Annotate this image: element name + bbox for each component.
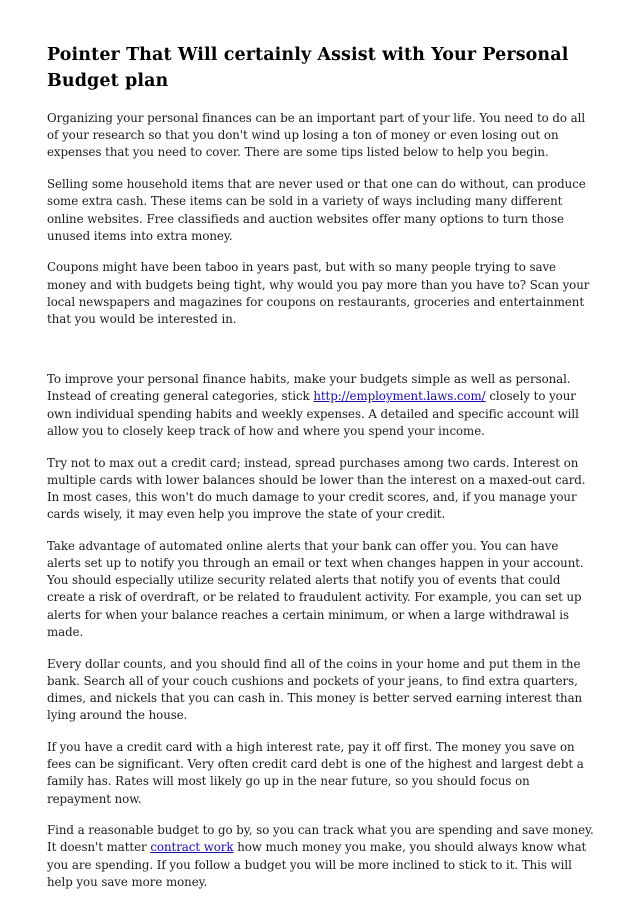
paragraph-alerts: Take advantage of automated online alerts that your bank can offer you. You can have alerts set up to notify you through an email or text when changes happen in your account. You should especially utilize security related alerts that notify you of events that could create a risk of overdraft, or be related to fraudulent activity. For example, you can set up alerts for when your balance reaches a certain minimum, or when a large withdrawal is made. [47, 538, 584, 639]
paragraph-coins: Every dollar counts, and you should find all of the coins in your home and put them in the bank. Search all of your couch cushions and pockets of your jeans, to find extra quarters, dimes, and nickels that you can cash in. This money is better served earning interest than lying around the house. [47, 656, 583, 723]
paragraph-text: closely to your own individual spending habits and weekly expenses. A detailed and specific account will allow you to closely keep track of how and where you spend your income. [47, 389, 579, 438]
paragraph-selling: Selling some household items that are never used or that one can do without, can produce some extra cash. These items can be sold in a variety of ways including many different online websites. Free classifieds and auction websites offer many options to turn those unused items into extra money. [47, 177, 586, 243]
paragraph-budget [47, 822, 595, 891]
paragraph-text: how much money you make, you should always know what you are spending. If you follow a budget you will be more inclined to stick to it. This will help you save more money. [47, 840, 587, 889]
paragraph-interest-rate: If you have a credit card with a high interest rate, pay it off first. The money you save on fees can be significant. Very often credit card debt is one of the highest and largest debt a family has. Rates will most likely go up in the near future, so you should focus on repayment now. [47, 739, 584, 806]
paragraph-improve-habits [47, 371, 595, 440]
contract-work-link[interactable]: contract work [150, 840, 234, 855]
document-page [47, 42, 595, 906]
paragraph-text: To improve your personal finance habits, make your budgets simple as well as personal. Instead of creating general categories, stick [47, 372, 571, 404]
paragraph-text: Find a reasonable budget to go by, so you can track what you are spending and save money. It doesn't matter [47, 823, 594, 855]
paragraph-coupons: Coupons might have been taboo in years past, but with so many people trying to save money and with budgets being tight, why would you pay more than you have to? Scan your local newspapers and magazines for coupons on restaurants, groceries and entertainment that you would be interested in. [47, 260, 590, 327]
paragraph-credit-card: Try not to max out a credit card; instead, spread purchases among two cards. Interest on multiple cards with lower balances should be lower than the interest on a maxed-out card. In most cases, this won't do much damage to your credit scores, and, if you manage your cards wisely, it may even help you improve the state of your credit. [47, 455, 586, 522]
page-title: Pointer That Will certainly Assist with Your Personal Budget plan [47, 45, 569, 91]
employment-laws-link[interactable]: http://employment.laws.com/ [313, 389, 486, 404]
paragraph-organizing: Organizing your personal finances can be an important part of your life. You need to do all of your research so that you don't wind up losing a ton of money or even losing out on expenses that you need to cover. There are some tips listed below to help you begin. [47, 111, 586, 160]
